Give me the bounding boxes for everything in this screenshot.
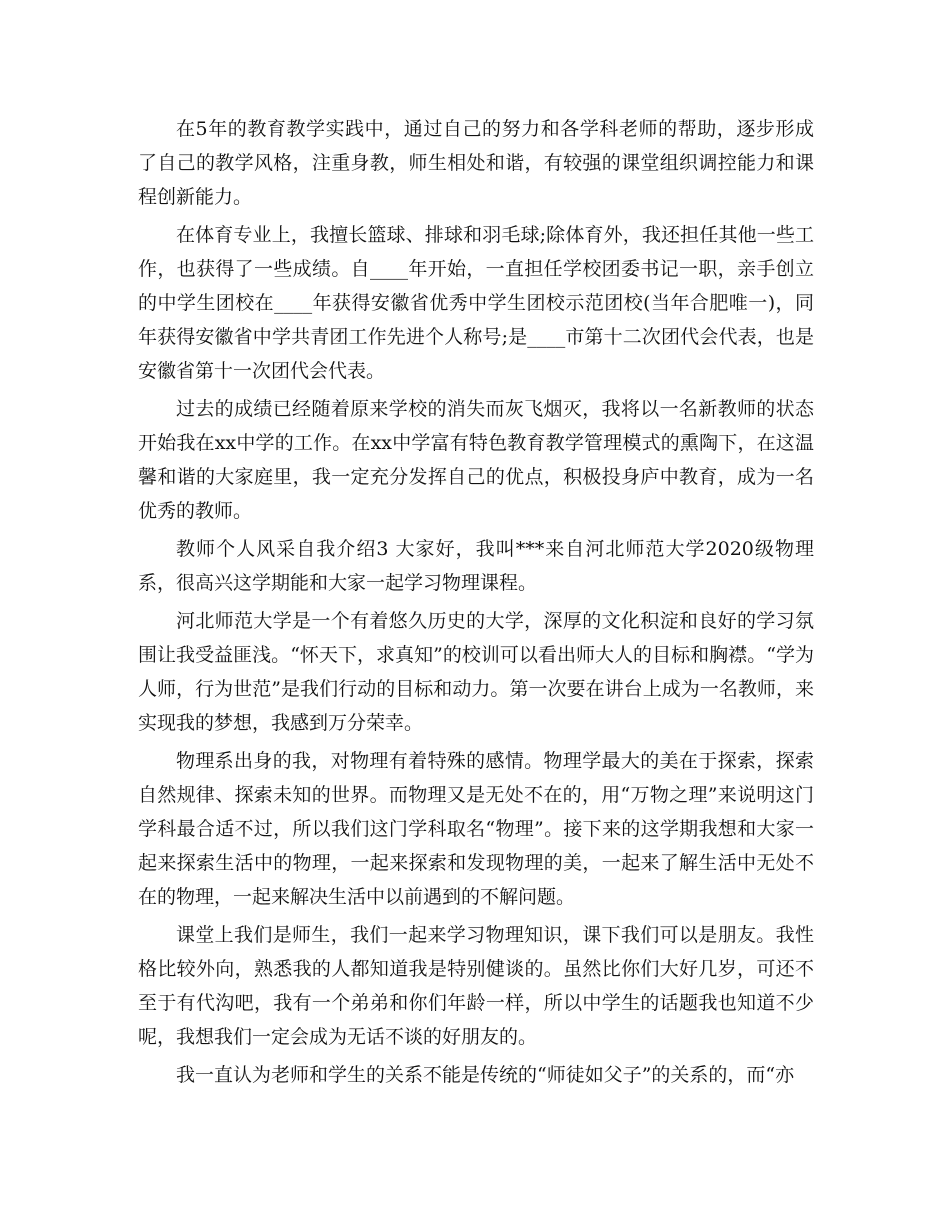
paragraph: 物理系出身的我，对物理有着特殊的感情。物理学最大的美在于探索，探索自然规律、探索未知的世界。而物理又是无处不在的，用“万物之理”来说明这门学科最合适不过，所以我们这门学科取名“物理”。接下来的这学期我想和大家一起来探索生活中的物理，一起来探索和发现物理的美，一起来了解生活中无处不在的物理，一起来解决生活中以前遇到的不解问题。 [138, 750, 814, 908]
paragraph: 河北师范大学是一个有着悠久历史的大学，深厚的文化积淀和良好的学习氛围让我受益匪浅。“怀天下，求真知”的校训可以看出师大人的目标和胸襟。“学为人师，行为世范”是我们行动的目标和动力。第一次要在讲台上成为一名教师，来实现我的梦想，我感到万分荣幸。 [138, 610, 814, 734]
paragraph: 教师个人风采自我介绍3 大家好，我叫***来自河北师范大学2020级物理系，很高兴这学期能和大家一起学习物理课程。 [138, 538, 814, 594]
paragraph: 课堂上我们是师生，我们一起来学习物理知识，课下我们可以是朋友。我性格比较外向，熟悉我的人都知道我是特别健谈的。虽然比你们大好几岁，可还不至于有代沟吧，我有一个弟弟和你们年龄一样，所以中学生的话题我也知道不少呢，我想我们一定会成为无话不谈的好朋友的。 [138, 924, 814, 1048]
paragraph: 在体育专业上，我擅长篮球、排球和羽毛球;除体育外，我还担任其他一些工作，也获得了一些成绩。自____年开始，一直担任学校团委书记一职，亲手创立的中学生团校在____年获得安徽省优秀中学生团校示范团校(当年合肥唯一)，同年获得安徽省中学共青团工作先进个人称号;是____市第十二次团代会代表，也是安徽省第十一次团代会代表。 [138, 224, 814, 382]
paragraph: 我一直认为老师和学生的关系不能是传统的“师徒如父子”的关系的，而“亦 [176, 1064, 795, 1086]
paragraph: 在5年的教育教学实践中，通过自己的努力和各学科老师的帮助，逐步形成了自己的教学风格，注重身教，师生相处和谐，有较强的课堂组织调控能力和课程创新能力。 [138, 118, 814, 208]
document-body [138, 112, 814, 1096]
paragraph: 过去的成绩已经随着原来学校的消失而灰飞烟灭，我将以一名新教师的状态开始我在xx中学的工作。在xx中学富有特色教育教学管理模式的熏陶下，在这温馨和谐的大家庭里，我一定充分发挥自己的优点，积极投身庐中教育，成为一名优秀的教师。 [138, 398, 814, 522]
